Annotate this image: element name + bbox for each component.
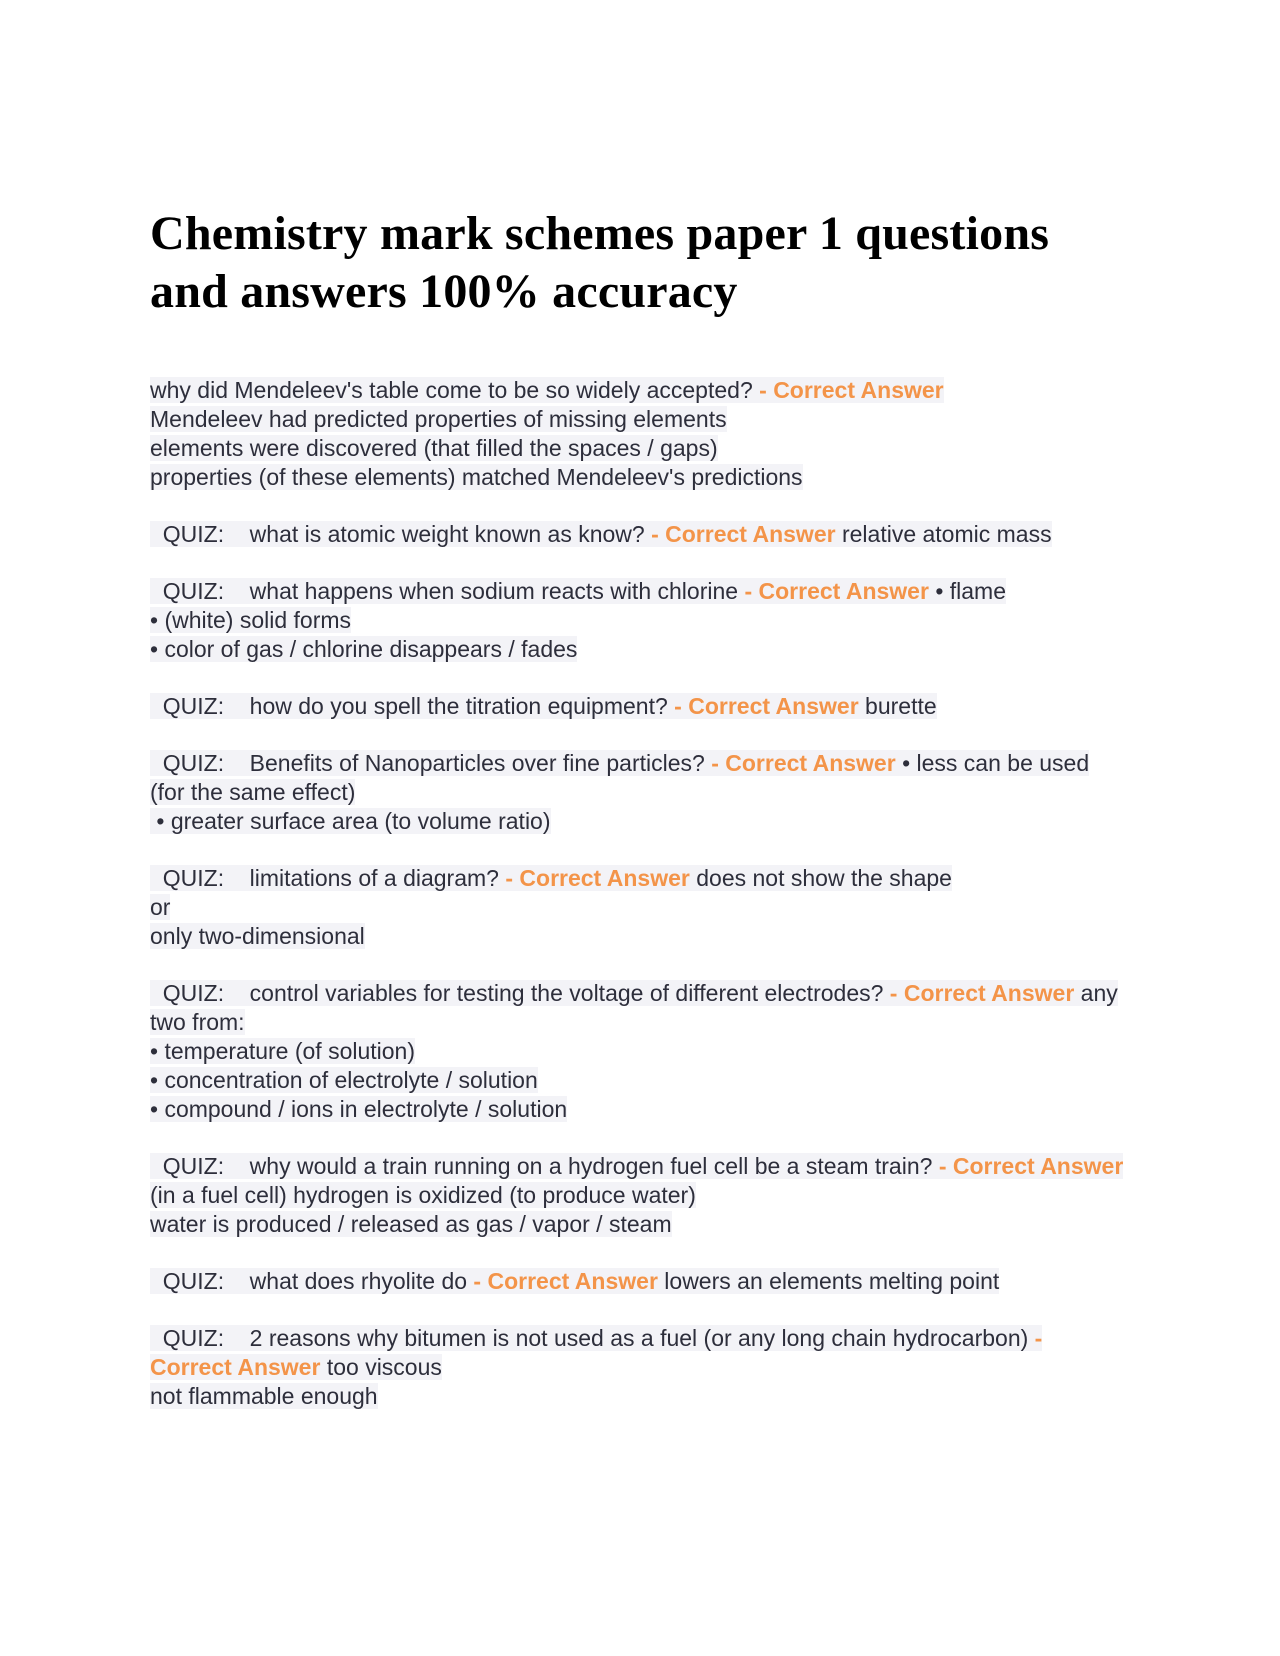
- answer-text: any two from:: [150, 980, 1118, 1035]
- document-page: [150, 205, 1130, 1439]
- quiz-prefix: QUIZ:: [150, 750, 250, 776]
- qa-item: [150, 1324, 1130, 1411]
- qa-question-highlight: [150, 377, 944, 403]
- quiz-prefix: QUIZ:: [150, 1325, 250, 1351]
- qa-question-line: [150, 692, 1130, 721]
- correct-answer-label: - Correct Answer: [473, 1268, 658, 1294]
- qa-question-highlight: [150, 521, 1052, 547]
- qa-item: [150, 376, 1130, 492]
- answer-line: [150, 1095, 1130, 1124]
- qa-question-highlight: [150, 1268, 999, 1294]
- correct-answer-label: - Correct Answer: [759, 377, 944, 403]
- question-text: control variables for testing the voltage of different electrodes?: [249, 980, 884, 1006]
- qa-question-line: [150, 749, 1130, 807]
- answer-text: burette: [865, 693, 937, 719]
- answer-line-text: • (white) solid forms: [150, 607, 352, 633]
- answer-line: [150, 922, 1130, 951]
- correct-answer-label: - Correct Answer: [150, 1325, 1043, 1380]
- qa-question-highlight: [150, 865, 952, 891]
- answer-line-text: • temperature (of solution): [150, 1038, 416, 1064]
- qa-question-line: [150, 1324, 1130, 1382]
- question-text: why would a train running on a hydrogen fuel cell be a steam train?: [249, 1153, 933, 1179]
- answer-line-text: • concentration of electrolyte / solution: [150, 1067, 538, 1093]
- answer-text: • less can be used (for the same effect): [150, 750, 1090, 805]
- answer-line-text: elements were discovered (that filled the spaces / gaps): [150, 435, 718, 461]
- qa-item: [150, 1267, 1130, 1296]
- qa-item: [150, 1152, 1130, 1239]
- qa-question-line: [150, 577, 1130, 606]
- qa-question-line: [150, 979, 1130, 1037]
- answer-line-text: properties (of these elements) matched Mendeleev's predictions: [150, 464, 803, 490]
- answer-line-text: only two-dimensional: [150, 923, 365, 949]
- qa-question-line: [150, 520, 1130, 549]
- answer-line: [150, 1066, 1130, 1095]
- answer-text: • flame: [935, 578, 1007, 604]
- qa-question-highlight: [150, 1153, 1123, 1208]
- qa-item: [150, 692, 1130, 721]
- answer-line-text: not flammable enough: [150, 1383, 378, 1409]
- question-text: limitations of a diagram?: [249, 865, 499, 891]
- answer-line: [150, 434, 1130, 463]
- answer-line: [150, 606, 1130, 635]
- qa-item: [150, 577, 1130, 664]
- answer-line-text: Mendeleev had predicted properties of missing elements: [150, 406, 727, 432]
- qa-question-highlight: [150, 1325, 1042, 1380]
- quiz-prefix: QUIZ:: [150, 578, 250, 604]
- question-text: 2 reasons why bitumen is not used as a fuel (or any long chain hydrocarbon): [249, 1325, 1029, 1351]
- qa-item: [150, 520, 1130, 549]
- qa-item: [150, 749, 1130, 836]
- question-text: why did Mendeleev's table come to be so widely accepted?: [150, 377, 753, 403]
- qa-question-line: [150, 864, 1130, 893]
- answer-line-text: • color of gas / chlorine disappears / fades: [150, 636, 578, 662]
- answer-line: [150, 807, 1130, 836]
- question-text: what happens when sodium reacts with chlorine: [249, 578, 739, 604]
- qa-question-line: [150, 1267, 1130, 1296]
- quiz-prefix: QUIZ:: [150, 521, 250, 547]
- document-title: Chemistry mark schemes paper 1 questions and answers 100% accuracy: [150, 207, 1050, 318]
- answer-line-text: or: [150, 894, 171, 920]
- answer-line: [150, 463, 1130, 492]
- question-text: Benefits of Nanoparticles over fine particles?: [249, 750, 705, 776]
- qa-question-highlight: [150, 750, 1089, 805]
- correct-answer-label: - Correct Answer: [505, 865, 690, 891]
- qa-item: [150, 864, 1130, 951]
- quiz-prefix: QUIZ:: [150, 980, 250, 1006]
- answer-line: [150, 893, 1130, 922]
- qa-question-line: [150, 376, 1130, 405]
- answer-line: [150, 1210, 1130, 1239]
- question-text: what does rhyolite do: [249, 1268, 468, 1294]
- answer-line-text: • compound / ions in electrolyte / solution: [150, 1096, 568, 1122]
- quiz-prefix: QUIZ:: [150, 1153, 250, 1179]
- qa-question-highlight: [150, 578, 1006, 604]
- correct-answer-label: - Correct Answer: [711, 750, 896, 776]
- answer-line: [150, 1382, 1130, 1411]
- answer-line-text: water is produced / released as gas / vapor / steam: [150, 1211, 672, 1237]
- qa-list: [150, 376, 1130, 1411]
- answer-text: lowers an elements melting point: [664, 1268, 1000, 1294]
- answer-text: too viscous: [326, 1354, 442, 1380]
- answer-line: [150, 405, 1130, 434]
- qa-question-highlight: [150, 980, 1118, 1035]
- question-text: what is atomic weight known as know?: [249, 521, 645, 547]
- answer-line-text: • greater surface area (to volume ratio): [150, 808, 551, 834]
- quiz-prefix: QUIZ:: [150, 1268, 250, 1294]
- correct-answer-label: - Correct Answer: [744, 578, 929, 604]
- answer-text: relative atomic mass: [841, 521, 1052, 547]
- qa-question-line: [150, 1152, 1130, 1210]
- qa-item: [150, 979, 1130, 1124]
- answer-line: [150, 1037, 1130, 1066]
- answer-text: (in a fuel cell) hydrogen is oxidized (to produce water): [150, 1182, 696, 1208]
- correct-answer-label: - Correct Answer: [674, 693, 859, 719]
- correct-answer-label: - Correct Answer: [938, 1153, 1124, 1179]
- answer-text: does not show the shape: [696, 865, 952, 891]
- question-text: how do you spell the titration equipment?: [249, 693, 668, 719]
- qa-question-highlight: [150, 693, 937, 719]
- quiz-prefix: QUIZ:: [150, 865, 250, 891]
- answer-line: [150, 635, 1130, 664]
- correct-answer-label: - Correct Answer: [651, 521, 836, 547]
- correct-answer-label: - Correct Answer: [889, 980, 1075, 1006]
- quiz-prefix: QUIZ:: [150, 693, 250, 719]
